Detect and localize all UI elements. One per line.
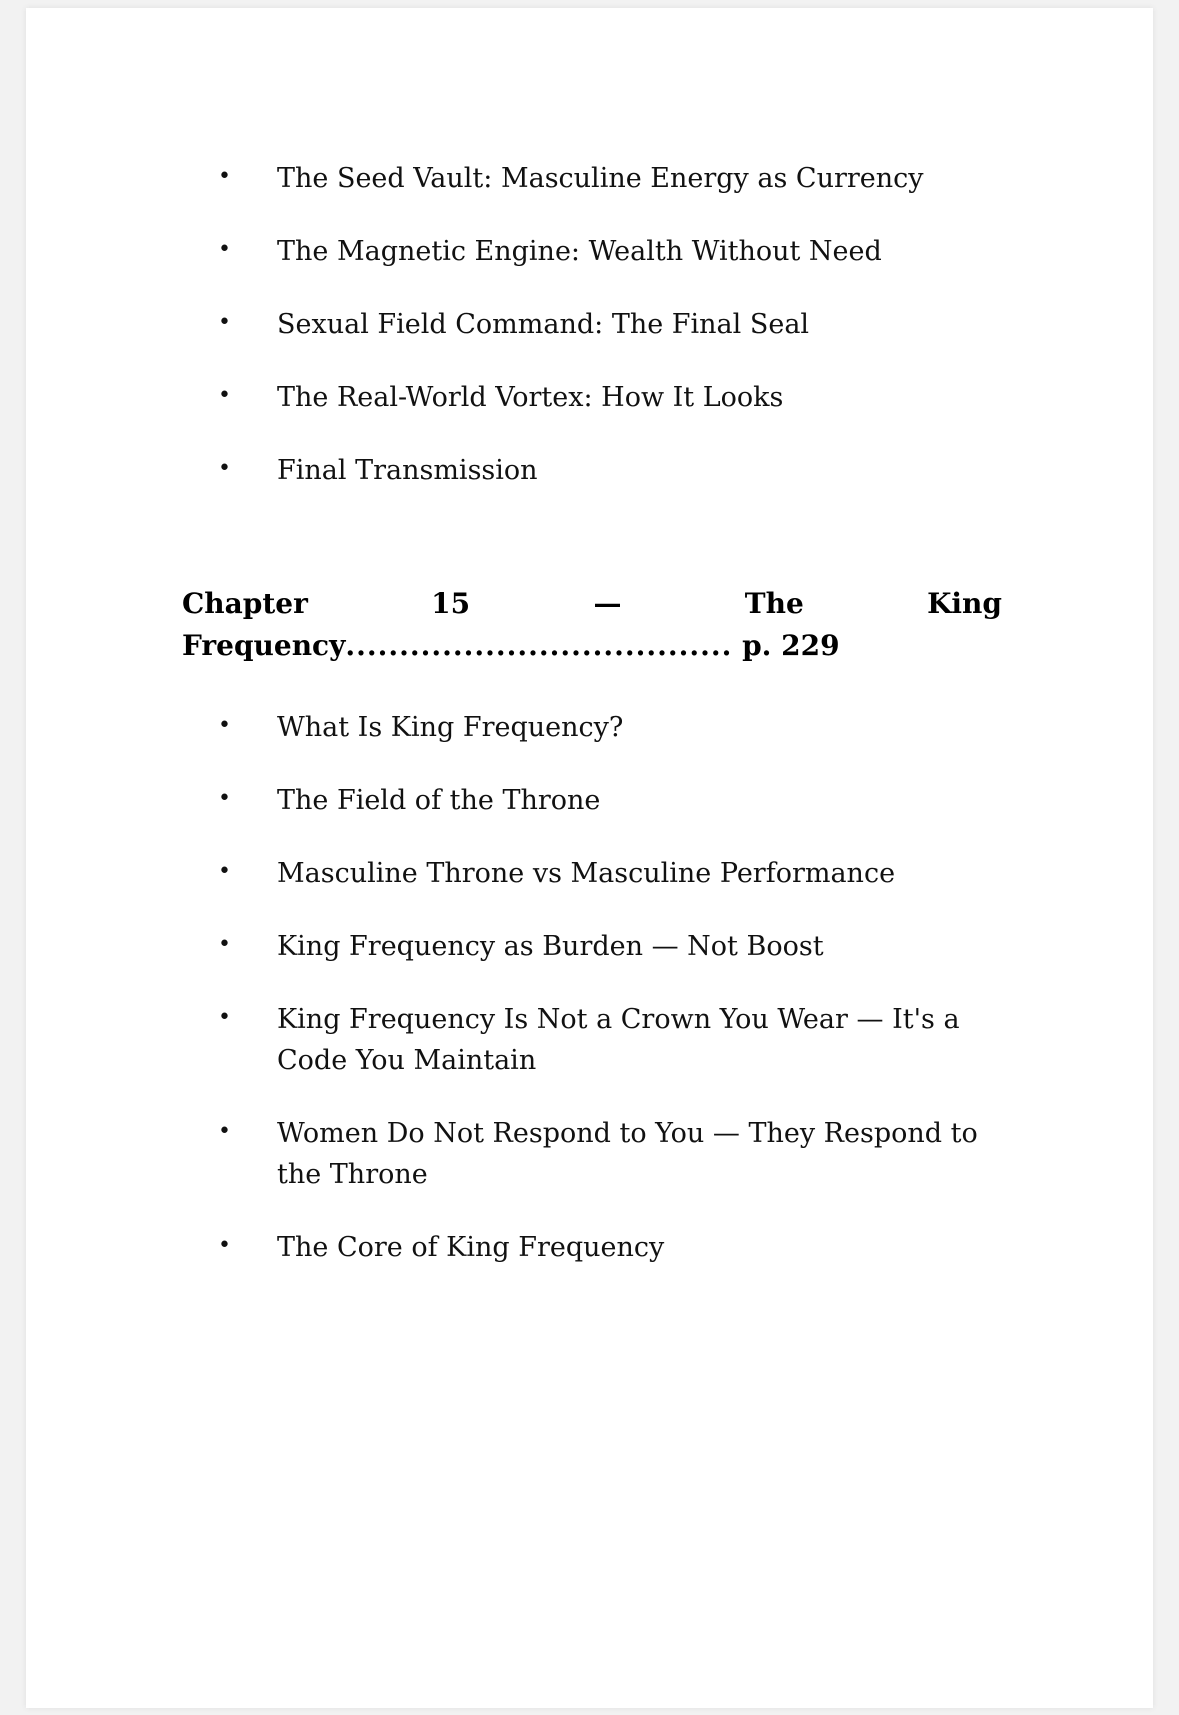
- bullet-icon: •: [218, 713, 231, 739]
- toc-entry-label: King Frequency Is Not a Crown You Wear — It's a Code You Maintain: [277, 1004, 960, 1077]
- bullet-icon: •: [218, 310, 231, 336]
- list-item: [182, 780, 1002, 821]
- bullet-icon: •: [218, 456, 231, 482]
- toc-content: [182, 158, 1002, 1300]
- bullet-icon: •: [218, 932, 231, 958]
- list-item: [182, 926, 1002, 967]
- list-item: [182, 1227, 1002, 1268]
- toc-section-one-list: [182, 158, 1002, 491]
- list-item: [182, 707, 1002, 748]
- chapter-heading: [182, 583, 1002, 667]
- bullet-icon: •: [218, 383, 231, 409]
- toc-entry-label: The Field of the Throne: [277, 785, 601, 817]
- toc-entry-label: The Core of King Frequency: [277, 1232, 665, 1264]
- toc-entry-label: The Seed Vault: Masculine Energy as Currency: [277, 163, 924, 194]
- document-page: [26, 8, 1153, 1708]
- list-item: [182, 999, 1002, 1081]
- toc-entry-label: The Magnetic Engine: Wealth Without Need: [277, 236, 882, 268]
- toc-entry-label: Women Do Not Respond to You — They Respond to the Throne: [277, 1118, 978, 1191]
- toc-entry-label: What Is King Frequency?: [277, 712, 624, 744]
- leader-dots: ....................................: [345, 629, 733, 663]
- toc-entry-label: Sexual Field Command: The Final Seal: [277, 309, 810, 341]
- chapter-page-ref: p. 229: [742, 629, 840, 663]
- bullet-icon: •: [218, 164, 231, 189]
- chapter-title-line-2: Frequency: [182, 629, 346, 663]
- list-item: [182, 231, 1002, 272]
- list-item: [182, 450, 1002, 491]
- toc-entry-label: Final Transmission: [277, 455, 538, 487]
- bullet-icon: •: [218, 859, 231, 885]
- chapter-title-line: Chapter 15 — The King: [182, 587, 1002, 621]
- bullet-icon: •: [218, 1119, 231, 1145]
- bullet-icon: •: [218, 237, 231, 263]
- bullet-icon: •: [218, 1005, 231, 1031]
- list-item: [182, 1113, 1002, 1195]
- toc-chapter-items-list: [182, 707, 1002, 1268]
- toc-entry-label: The Real-World Vortex: How It Looks: [277, 382, 784, 414]
- toc-entry-label: Masculine Throne vs Masculine Performance: [277, 858, 896, 890]
- bullet-icon: •: [218, 786, 231, 812]
- chapter-title-continuation: [182, 625, 1002, 667]
- list-item: [182, 158, 1002, 199]
- list-item: [182, 304, 1002, 345]
- toc-entry-label: King Frequency as Burden — Not Boost: [277, 931, 824, 963]
- bullet-icon: •: [218, 1233, 231, 1259]
- list-item: [182, 377, 1002, 418]
- list-item: [182, 853, 1002, 894]
